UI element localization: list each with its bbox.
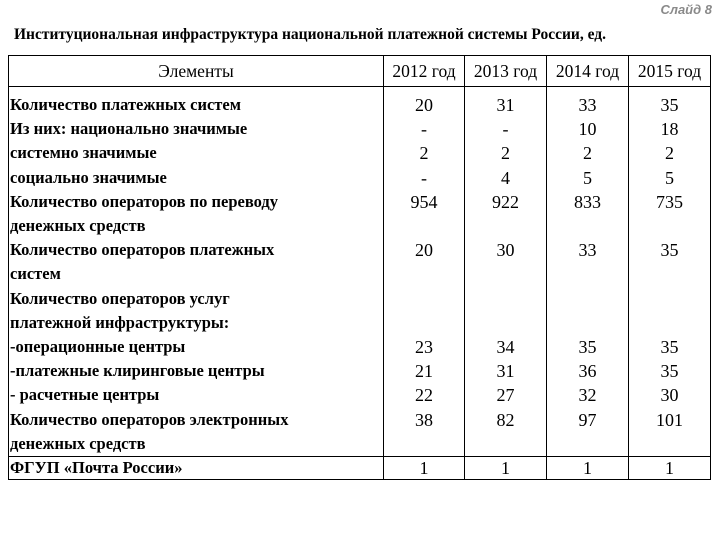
data-table: [8, 55, 711, 480]
value-cell: 2: [665, 143, 674, 164]
value-cell: 35: [660, 361, 679, 382]
header-elements: Элементы: [9, 56, 384, 87]
value-cell: [465, 262, 546, 286]
value-cell: 82: [496, 409, 515, 430]
value-cell: 735: [656, 191, 683, 212]
value-cell: 35: [660, 240, 679, 261]
value-cell: 35: [660, 336, 679, 357]
value-cell: [629, 287, 710, 311]
value-cell: [547, 311, 628, 335]
value-cell: 20: [415, 240, 433, 261]
value-cell: 23: [415, 336, 433, 357]
value-cell: 1: [384, 457, 465, 480]
value-cell: 21: [415, 361, 433, 382]
column-2015: [629, 87, 711, 457]
value-cell: [384, 287, 464, 311]
row-label-post: ФГУП «Почта России»: [9, 457, 384, 480]
value-cell: [547, 214, 628, 238]
value-cell: 2: [583, 143, 592, 164]
value-cell: 18: [660, 119, 679, 140]
value-cell: [384, 432, 464, 456]
row-label: платежной инфраструктуры:: [10, 312, 230, 332]
row-label: денежных средств: [10, 216, 146, 236]
row-label: -операционные центры: [10, 337, 186, 357]
column-2014: [547, 87, 629, 457]
value-cell: 954: [410, 191, 438, 212]
value-cell: 30: [660, 385, 679, 406]
value-cell: 97: [578, 409, 597, 430]
header-2014: 2014 год: [547, 56, 629, 87]
value-cell: 1: [629, 457, 711, 480]
slide-number-label: Слайд 8: [660, 2, 712, 17]
value-cell: 34: [496, 336, 515, 357]
value-cell: 1: [465, 457, 547, 480]
value-cell: [547, 432, 628, 456]
value-cell: 833: [574, 191, 601, 212]
row-label: денежных средств: [10, 433, 146, 453]
row-label: Количество операторов электронных: [10, 409, 289, 429]
value-cell: [629, 432, 710, 456]
value-cell: 101: [656, 409, 683, 430]
value-cell: 33: [578, 95, 597, 115]
value-cell: 4: [501, 167, 510, 188]
value-cell: [465, 287, 546, 311]
row-label: систем: [10, 264, 61, 284]
value-cell: 5: [583, 167, 592, 188]
value-cell: [465, 311, 546, 335]
value-cell: 30: [496, 240, 515, 261]
header-2015: 2015 год: [629, 56, 711, 87]
column-2012: [384, 87, 465, 457]
column-2013: [465, 87, 547, 457]
value-cell: [547, 287, 628, 311]
value-cell: [384, 262, 464, 286]
value-cell: [465, 432, 546, 456]
value-cell: [547, 262, 628, 286]
row-label: Количество операторов платежных: [10, 240, 275, 260]
table-row-post: [9, 457, 711, 480]
row-label: Количество операторов услуг: [10, 288, 230, 308]
value-cell: 32: [578, 385, 597, 406]
header-2013: 2013 год: [465, 56, 547, 87]
value-cell: 5: [665, 167, 674, 188]
value-cell: [465, 214, 546, 238]
value-cell: [629, 214, 710, 238]
value-cell: 31: [496, 361, 515, 382]
value-cell: 33: [578, 240, 597, 261]
value-cell: 20: [415, 95, 433, 115]
row-label: - расчетные центры: [10, 385, 160, 405]
value-cell: [629, 262, 710, 286]
header-2012: 2012 год: [384, 56, 465, 87]
page-title: Институциональная инфраструктура национальной платежной системы России, ед.: [14, 26, 606, 43]
value-cell: 35: [660, 95, 679, 115]
row-label: Количество платежных систем: [10, 95, 241, 114]
table-body-row: [9, 87, 711, 457]
value-cell: 27: [496, 385, 515, 406]
value-cell: -: [502, 119, 509, 140]
value-cell: [629, 311, 710, 335]
value-cell: 2: [419, 143, 429, 164]
value-cell: 1: [547, 457, 629, 480]
row-label: Из них: национально значимые: [10, 119, 248, 139]
value-cell: -: [421, 167, 427, 188]
row-label: системно значимые: [10, 143, 157, 163]
row-label: Количество операторов по переводу: [10, 191, 279, 211]
value-cell: 2: [501, 143, 510, 164]
row-label: -платежные клиринговые центры: [10, 361, 265, 381]
value-cell: 38: [415, 409, 433, 430]
value-cell: [384, 311, 464, 335]
value-cell: 10: [578, 119, 597, 140]
row-label: социально значимые: [10, 167, 167, 187]
value-cell: 31: [496, 95, 515, 115]
value-cell: 22: [415, 385, 433, 406]
row-labels-cell: [9, 87, 384, 457]
value-cell: 922: [492, 191, 519, 212]
value-cell: 36: [578, 361, 597, 382]
value-cell: -: [421, 119, 427, 140]
value-cell: [384, 214, 464, 238]
table-header-row: [9, 56, 711, 87]
value-cell: 35: [578, 336, 597, 357]
